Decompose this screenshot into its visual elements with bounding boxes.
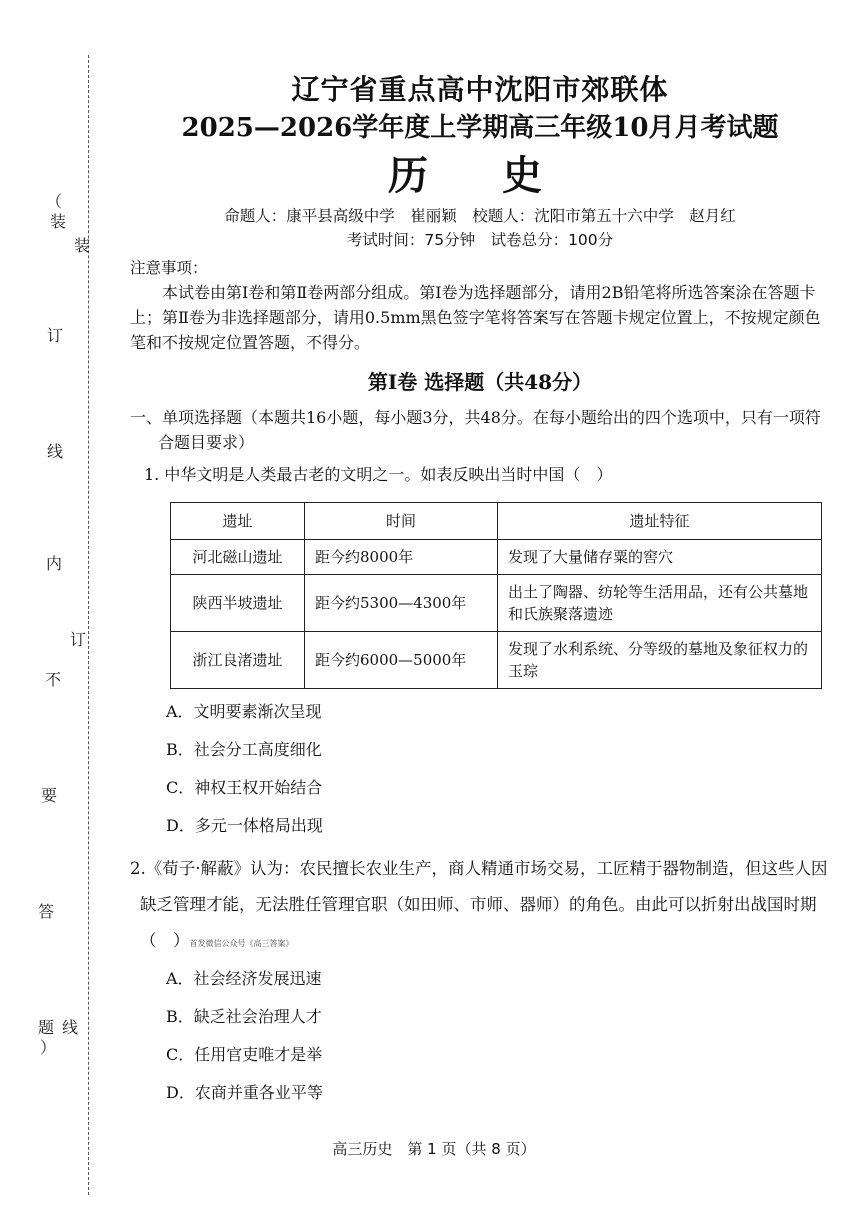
option-a: A．文明要素渐次呈现 [166, 702, 322, 721]
exam-title-line2: 2025—2026学年度上学期高三年级10月月考试题 [181, 113, 779, 143]
option-a: A．社会经济发展迅速 [166, 969, 322, 988]
binding-char: 要 [41, 786, 58, 805]
table-header-cell: 遗址 [171, 503, 305, 540]
binding-char: 不 [45, 670, 62, 689]
authors-line: 命题人：康平县高级中学 崔丽颖 校题人：沈阳市第五十六中学 赵月红 [224, 207, 736, 225]
option-c: C．任用官吏唯才是举 [166, 1045, 323, 1064]
option-d: D．多元一体格局出现 [166, 816, 323, 835]
question-2-stem [130, 851, 830, 962]
question-1-options [130, 699, 830, 838]
table-header-row [171, 503, 822, 540]
binding-char: （ [46, 192, 63, 211]
table-cell: 距今约6000—5000年 [305, 632, 498, 689]
subject-title: 历 史 [388, 152, 572, 199]
section-heading: 一、单项选择题（本题共16小题，每小题3分，共48分。在每小题给出的四个选项中，只有一项符合题目要求） [130, 408, 821, 452]
table-cell: 发现了水利系统、分等级的墓地及象征权力的玉琮 [498, 632, 822, 689]
question-2-options [130, 966, 830, 1105]
notice-title: 注意事项： [130, 259, 208, 277]
table-cell: 距今约5300—4300年 [305, 575, 498, 632]
table-cell: 陕西半坡遗址 [171, 575, 305, 632]
table-header-cell: 时间 [305, 503, 498, 540]
binding-char: 内 [46, 554, 63, 573]
exam-title-line1: 辽宁省重点高中沈阳市郊联体 [291, 73, 669, 106]
binding-char: 题 [38, 1018, 55, 1037]
table-row [171, 540, 822, 575]
binding-char: 装 [50, 212, 67, 231]
table-row [171, 575, 822, 632]
binding-char: 订 [47, 326, 64, 345]
table-cell: 出土了陶器、纺轮等生活用品，还有公共墓地和氏族聚落遗迹 [498, 575, 822, 632]
option-b: B．缺乏社会治理人才 [166, 1007, 322, 1026]
question-2-text: 2.《荀子·解蔽》认为：农民擅长农业生产，商人精通市场交易，工匠精于器物制造，但这些人因缺乏管理才能，无法胜任管理官职（如田师、市师、器师）的角色。由此可以折射出战国时期（ ） [130, 859, 828, 950]
notice-body: 本试卷由第Ⅰ卷和第Ⅱ卷两部分组成。第Ⅰ卷为选择题部分，请用2B铅笔将所选答案涂在答题卡上；第Ⅱ卷为非选择题部分，请用0.5mm黑色签字笔将答案写在答题卡规定位置上，不按规定颜色笔和不按规定位置答题，不得分。 [130, 283, 821, 352]
table-row [171, 632, 822, 689]
exam-info-line: 考试时间：75分钟 试卷总分：100分 [346, 231, 614, 249]
binding-char: 装 [74, 236, 91, 255]
option-b: B．社会分工高度细化 [166, 740, 322, 759]
option-c: C．神权王权开始结合 [166, 778, 323, 797]
part1-title: 第Ⅰ卷 选择题（共48分） [367, 370, 593, 394]
question-1-stem: 1. 中华文明是人类最古老的文明之一。如表反映出当时中国（ ） [144, 465, 613, 484]
table-cell: 河北磁山遗址 [171, 540, 305, 575]
binding-char: 线 [62, 1018, 79, 1037]
option-d: D．农商并重各业平等 [166, 1083, 323, 1102]
exam-page [130, 70, 830, 1118]
table-cell: 浙江良渚遗址 [171, 632, 305, 689]
table-header-cell: 遗址特征 [498, 503, 822, 540]
binding-char: 答 [38, 902, 55, 921]
table-cell: 发现了大量储存粟的窖穴 [498, 540, 822, 575]
table-cell: 距今约8000年 [305, 540, 498, 575]
sites-table [170, 502, 822, 689]
binding-char: 线 [47, 442, 64, 461]
binding-char: ） [40, 1038, 57, 1057]
watermark-note: 首发微信公众号《高三答案》 [189, 939, 294, 948]
binding-dashed-line [88, 55, 89, 1195]
page-footer: 高三历史 第 1 页（共 8 页） [332, 1140, 536, 1158]
binding-char: 订 [70, 630, 87, 649]
